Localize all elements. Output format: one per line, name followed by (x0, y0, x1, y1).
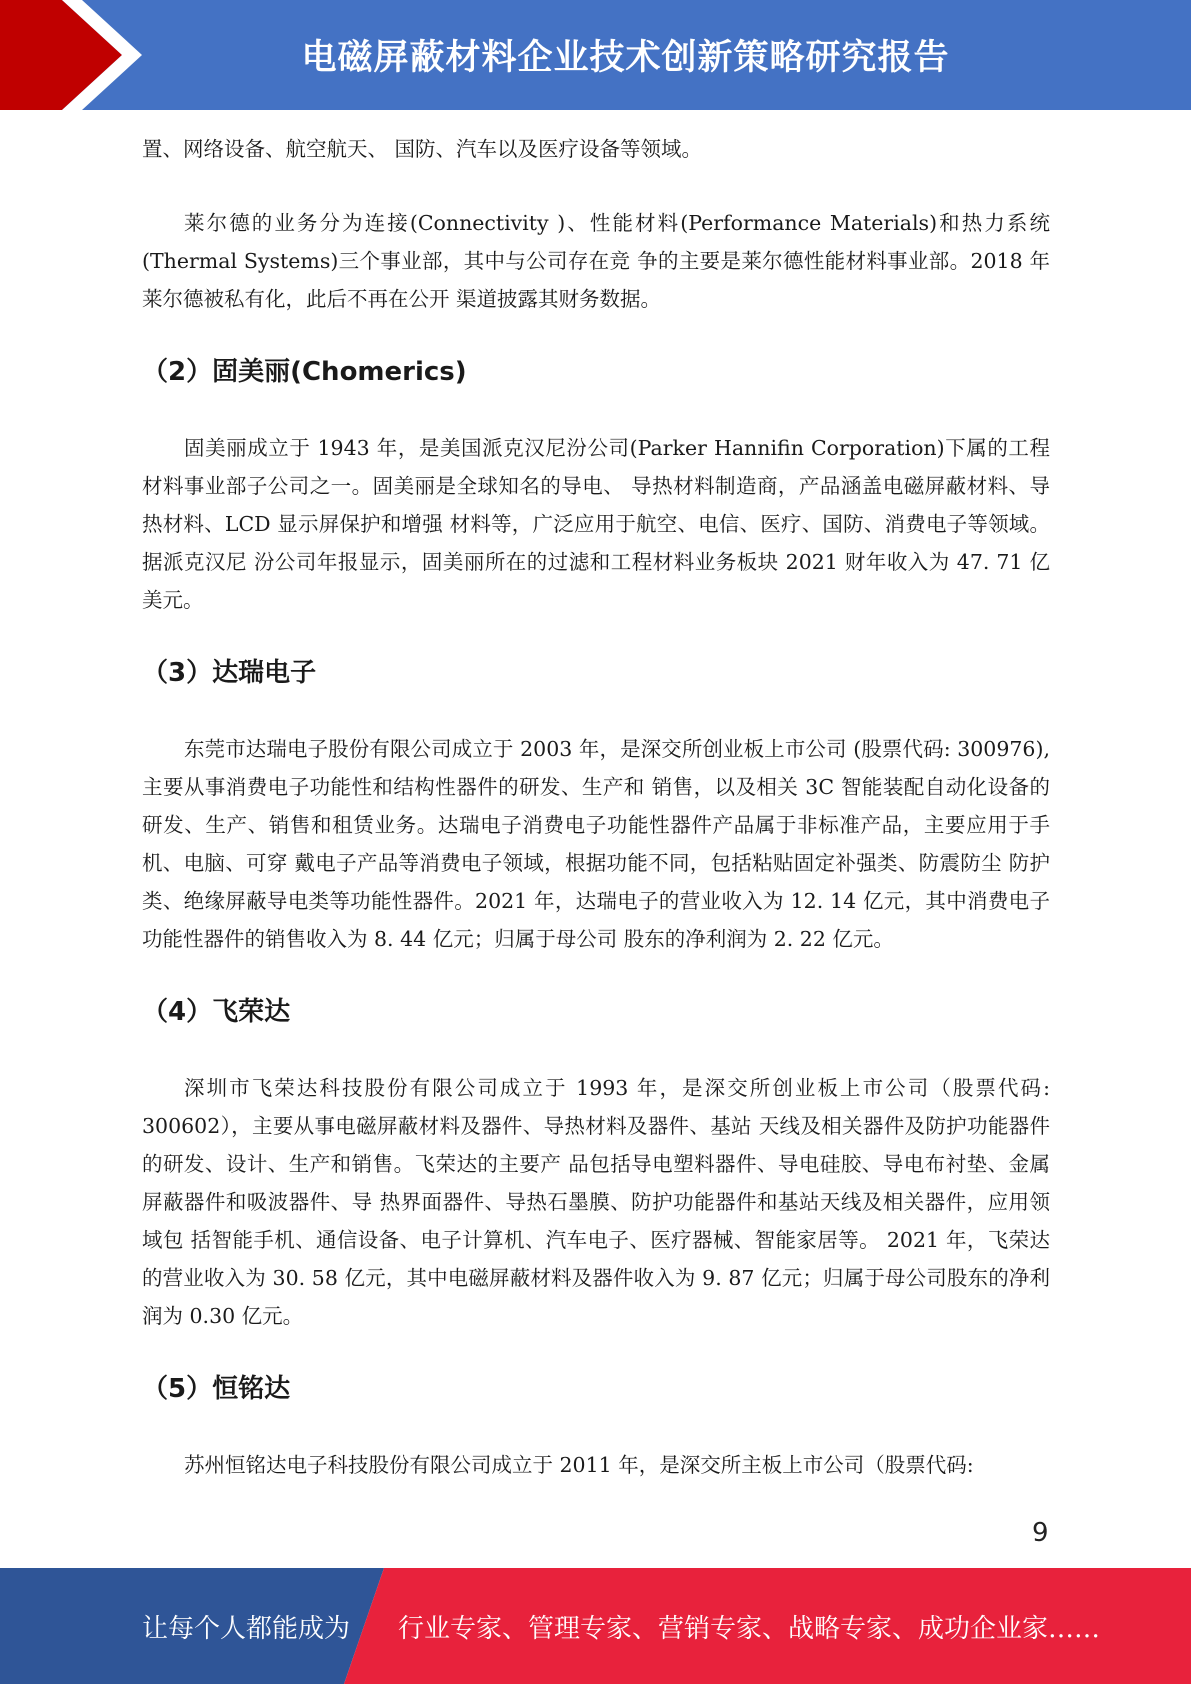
document-body (142, 130, 1050, 1484)
section-heading-feirongda: （4）飞荣达 (142, 997, 291, 1027)
page-number: 9 (1032, 1518, 1049, 1548)
section-heading-hengmingda: （5）恒铭达 (142, 1374, 291, 1404)
header-chevron-decoration (0, 0, 160, 110)
paragraph-continued: 置、网络设备、航空航天、 国防、汽车以及医疗设备等领域。 (142, 137, 703, 161)
page-header (0, 0, 1191, 110)
footer-slogan-left: 让每个人都能成为 (142, 1613, 351, 1644)
footer-slogan-right: 行业专家、管理专家、营销专家、战略专家、成功企业家…… (398, 1613, 1101, 1644)
section-heading-chomerics: （2）固美丽(Chomerics) (142, 357, 467, 387)
section-heading-darui: （3）达瑞电子 (142, 658, 317, 688)
paragraph-feirongda: 深圳市飞荣达科技股份有限公司成立于 1993 年，是深交所创业板上市公司（股票代码: 300602），主要从事电磁屏蔽材料及器件、导热材料及器件、基站 天线及相关器件及防护功能器件的研发、设计、生产和销售。飞荣达的主要产 品包括导电塑料器件、导电硅胶、导电布衬垫、金属屏蔽器件和吸波器件、导 热界面器件、导热石墨膜、防护功能器件和基站天线及相关器件，应用领域包 括智能手机、通信设备、电子计算机、汽车电子、医疗器械、智能家居等。 2021 年，飞荣达的营业收入为 30. 58 亿元，其中电磁屏蔽材料及器件收入为 9. 87 亿元；归属于母公司股东的净利润为 0.30 亿元。 (142, 1076, 1050, 1328)
report-title: 电磁屏蔽材料企业技术创新策略研究报告 (301, 38, 950, 78)
paragraph-chomerics: 固美丽成立于 1943 年，是美国派克汉尼汾公司(Parker Hannifin Corporation)下属的工程材料事业部子公司之一。固美丽是全球知名的导电、 导热材料制造商，产品涵盖电磁屏蔽材料、导热材料、LCD 显示屏保护和增强 材料等，广泛应用于航空、电信、医疗、国防、消费电子等领域。据派克汉尼 汾公司年报显示，固美丽所在的过滤和工程材料业务板块 2021 财年收入为 47. 71 亿美元。 (142, 436, 1050, 612)
paragraph-laird: 莱尔德的业务分为连接(Connectivity )、性能材料(Performance Materials)和热力系统(Thermal Systems)三个事业部，其中与公司存在竞 争的主要是莱尔德性能材料事业部。2018 年莱尔德被私有化，此后不再在公开 渠道披露其财务数据。 (142, 211, 1050, 311)
paragraph-darui: 东莞市达瑞电子股份有限公司成立于 2003 年，是深交所创业板上市公司 (股票代码: 300976),主要从事消费电子功能性和结构性器件的研发、生产和 销售，以及相关 3C 智能装配自动化设备的研发、生产、销售和租赁业务。达瑞电子消费电子功能性器件产品属于非标准产品，主要应用于手机、电脑、可穿 戴电子产品等消费电子领域，根据功能不同，包括粘贴固定补强类、防震防尘 防护类、绝缘屏蔽导电类等功能性器件。2021 年，达瑞电子的营业收入为 12. 14 亿元，其中消费电子功能性器件的销售收入为 8. 44 亿元；归属于母公司 股东的净利润为 2. 22 亿元。 (142, 737, 1050, 951)
page-footer (0, 1568, 1191, 1684)
paragraph-hengmingda: 苏州恒铭达电子科技股份有限公司成立于 2011 年，是深交所主板上市公司（股票代码: (184, 1453, 974, 1477)
